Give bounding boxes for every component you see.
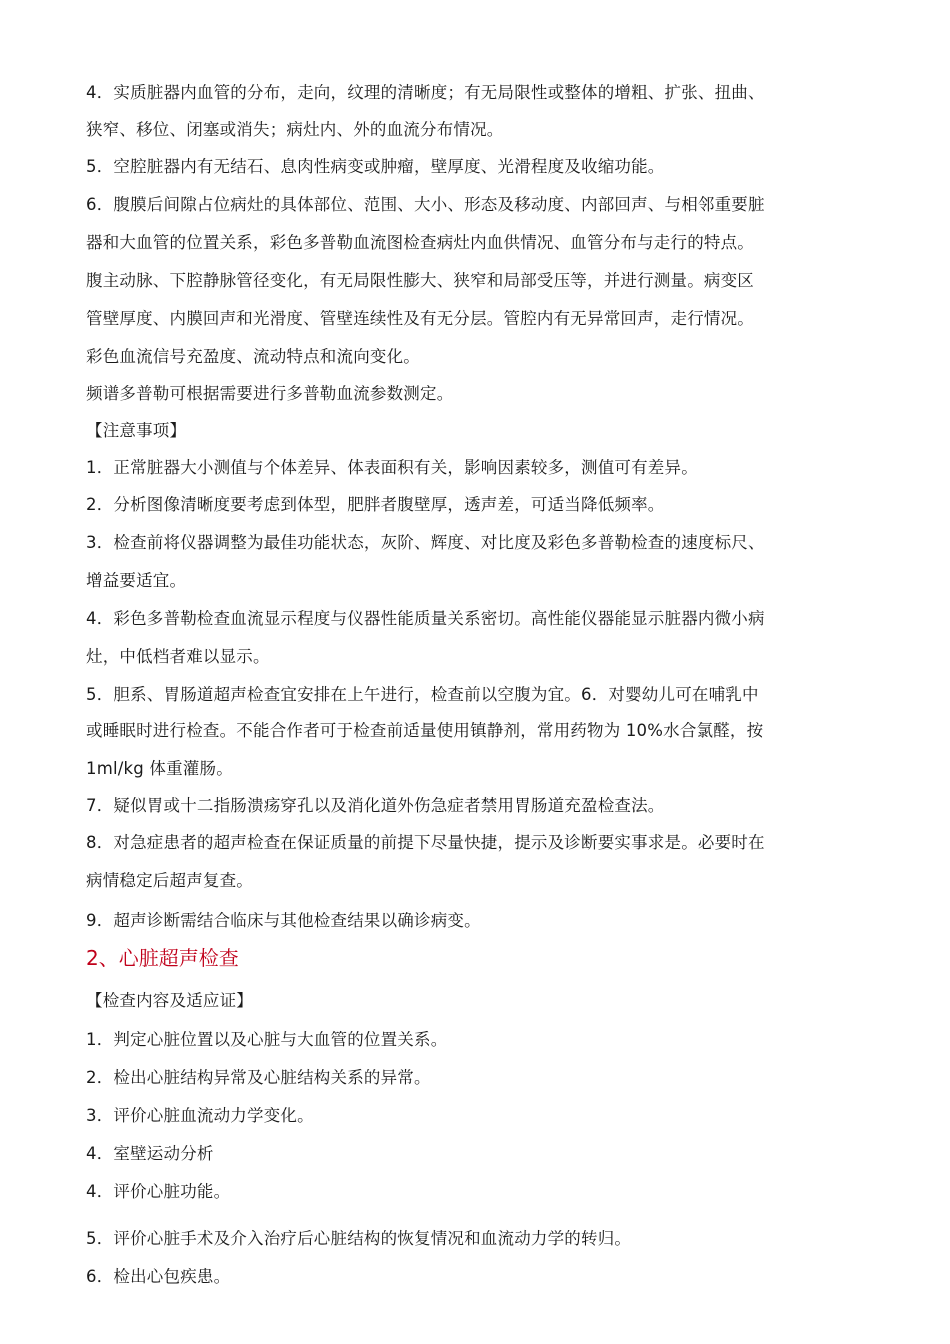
paragraph-line: 5．评价心脏手术及介入治疗后心脏结构的恢复情况和血流动力学的转归。 [86, 1229, 632, 1248]
paragraph-line: 6．腹膜后间隙占位病灶的具体部位、范围、大小、形态及移动度、内部回声、与相邻重要脏 [86, 195, 765, 214]
paragraph-line: 5．胆系、胃肠道超声检查宜安排在上午进行，检查前以空腹为宜。6．对婴幼儿可在哺乳中 [86, 685, 759, 704]
paragraph-line: 或睡眠时进行检查。不能合作者可于检查前适量使用镇静剂，常用药物为 10%水合氯醛，按 [86, 721, 764, 740]
section-label-indications: 【检查内容及适应证】 [86, 991, 253, 1010]
paragraph-line: 管壁厚度、内膜回声和光滑度、管壁连续性及有无分层。管腔内有无异常回声，走行情况。 [86, 309, 754, 328]
paragraph-line: 2．分析图像清晰度要考虑到体型，肥胖者腹壁厚，透声差，可适当降低频率。 [86, 495, 665, 514]
paragraph-line: 3．检查前将仪器调整为最佳功能状态，灰阶、辉度、对比度及彩色多普勒检查的速度标尺、 [86, 533, 765, 552]
paragraph-line: 4．室壁运动分析 [86, 1144, 214, 1163]
paragraph-line: 灶，中低档者难以显示。 [86, 647, 270, 666]
paragraph-line: 4．评价心脏功能。 [86, 1182, 231, 1201]
paragraph-line: 器和大血管的位置关系，彩色多普勒血流图检查病灶内血供情况、血管分布与走行的特点。 [86, 233, 754, 252]
paragraph-line: 6．检出心包疾患。 [86, 1267, 231, 1286]
paragraph-line: 7．疑似胃或十二指肠溃疡穿孔以及消化道外伤急症者禁用胃肠道充盈检查法。 [86, 796, 665, 815]
paragraph-line: 频谱多普勒可根据需要进行多普勒血流参数测定。 [86, 384, 454, 403]
paragraph-line: 狭窄、移位、闭塞或消失；病灶内、外的血流分布情况。 [86, 120, 504, 139]
paragraph-line: 增益要适宜。 [86, 571, 187, 590]
paragraph-line: 2．检出心脏结构异常及心脏结构关系的异常。 [86, 1068, 431, 1087]
paragraph-line: 8．对急症患者的超声检查在保证质量的前提下尽量快捷，提示及诊断要实事求是。必要时在 [86, 833, 765, 852]
paragraph-line: 4．彩色多普勒检查血流显示程度与仪器性能质量关系密切。高性能仪器能显示脏器内微小病 [86, 609, 765, 628]
paragraph-line: 1．正常脏器大小测值与个体差异、体表面积有关，影响因素较多，测值可有差异。 [86, 458, 698, 477]
paragraph-line: 病情稳定后超声复查。 [86, 871, 253, 890]
paragraph-line: 1．判定心脏位置以及心脏与大血管的位置关系。 [86, 1030, 448, 1049]
paragraph-line: 腹主动脉、下腔静脉管径变化，有无局限性膨大、狭窄和局部受压等，并进行测量。病变区 [86, 271, 754, 290]
paragraph-line: 彩色血流信号充盈度、流动特点和流向变化。 [86, 347, 420, 366]
paragraph-line: 4．实质脏器内血管的分布，走向，纹理的清晰度；有无局限性或整体的增粗、扩张、扭曲、 [86, 83, 765, 102]
section-label-notes: 【注意事项】 [86, 421, 187, 440]
paragraph-line: 3．评价心脏血流动力学变化。 [86, 1106, 314, 1125]
paragraph-line: 1ml/kg 体重灌肠。 [86, 759, 233, 778]
paragraph-line: 5．空腔脏器内有无结石、息肉性病变或肿瘤，壁厚度、光滑程度及收缩功能。 [86, 157, 665, 176]
section-heading: 2、心脏超声检查 [86, 946, 239, 970]
paragraph-line: 9．超声诊断需结合临床与其他检查结果以确诊病变。 [86, 911, 481, 930]
